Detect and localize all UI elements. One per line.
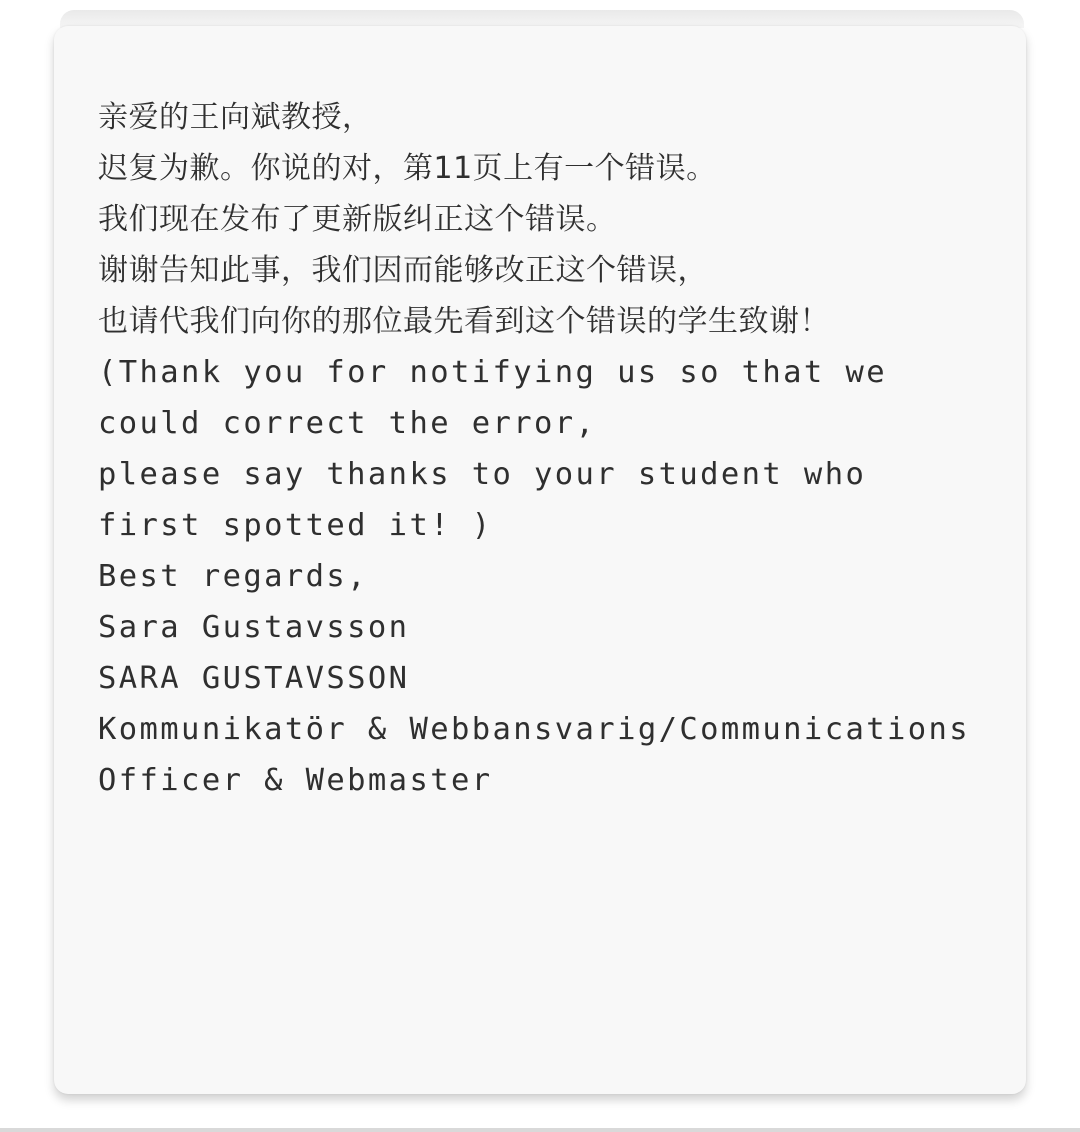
message-line: 迟复为歉。你说的对，第11页上有一个错误。 (98, 151, 717, 186)
english-translation-line: (Thank you for notifying us so that we (98, 355, 887, 390)
sender-name-caps: SARA GUSTAVSSON (98, 661, 410, 696)
english-translation-line: could correct the error, (98, 406, 597, 441)
sign-off-line: Best regards, (98, 559, 368, 594)
english-translation-line: please say thanks to your student who (98, 457, 867, 492)
sender-title-line: Kommunikatör & Webbansvarig/Communications (98, 712, 971, 747)
message-line: 谢谢告知此事，我们因而能够改正这个错误， (98, 253, 708, 288)
bottom-divider (0, 1128, 1080, 1132)
message-card (54, 26, 1026, 1094)
message-line: 也请代我们向你的那位最先看到这个错误的学生致谢！ (98, 304, 830, 339)
message-line: 我们现在发布了更新版纠正这个错误。 (98, 202, 617, 237)
sender-name: Sara Gustavsson (98, 610, 410, 645)
english-translation-line: first spotted it! ) (98, 508, 493, 543)
sender-title-line: Officer & Webmaster (98, 763, 493, 798)
greeting-line: 亲爱的王向斌教授， (98, 100, 373, 135)
